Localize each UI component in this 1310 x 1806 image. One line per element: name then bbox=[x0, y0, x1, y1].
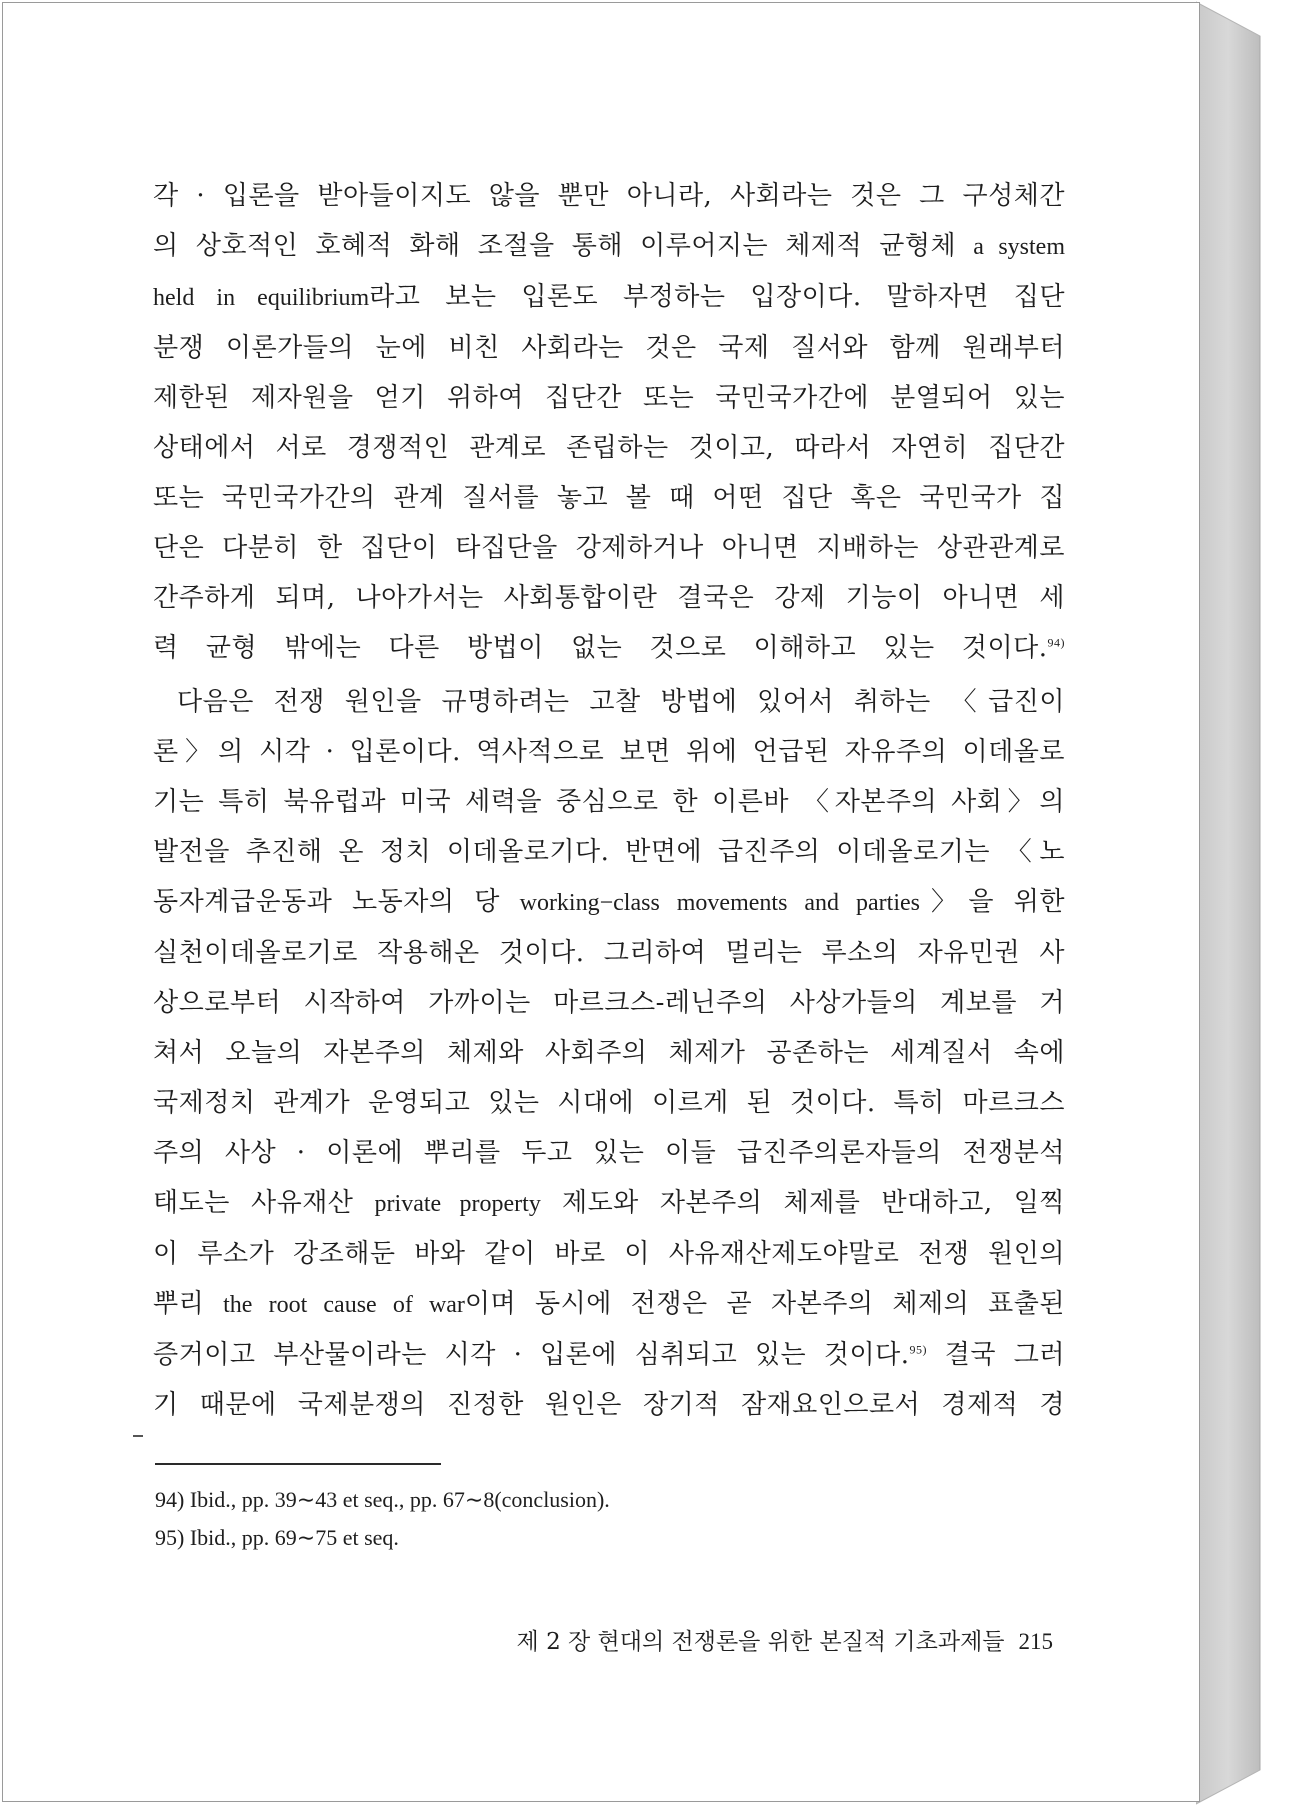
text-run: 력 균형 밖에는 다른 방법이 없는 것으로 이해하고 있는 것이다. bbox=[153, 633, 1048, 663]
body-text bbox=[153, 171, 1065, 1430]
text-line bbox=[153, 373, 1065, 423]
text-line bbox=[153, 1229, 1065, 1279]
text-run: 이며 동시에 전쟁은 곧 자본주의 체제의 표출된 bbox=[464, 1289, 1066, 1319]
text-line bbox=[153, 978, 1065, 1028]
text-run: 또는 국민국가간의 관계 질서를 놓고 볼 때 어떤 집단 혹은 국민국가 집 bbox=[153, 483, 1065, 513]
text-line bbox=[153, 727, 1065, 777]
text-run: 다음은 전쟁 원인을 규명하려는 고찰 방법에 있어서 취하는 〈급진이 bbox=[177, 687, 1065, 717]
paragraph-2 bbox=[153, 677, 1065, 1430]
footnote-rule bbox=[155, 1463, 441, 1465]
paragraph-1 bbox=[153, 171, 1065, 673]
text-run: 실천이데올로기로 작용해온 것이다. 그리하여 멀리는 루소의 자유민권 사 bbox=[153, 938, 1065, 968]
text-line bbox=[153, 827, 1065, 877]
text-line bbox=[153, 473, 1065, 523]
text-run: 증거이고 부산물이라는 시각 · 입론에 심취되고 있는 것이다. bbox=[153, 1340, 910, 1370]
text-run: 이 루소가 강조해둔 바와 같이 바로 이 사유재산제도야말로 전쟁 원인의 bbox=[153, 1239, 1065, 1269]
latin-term: the root cause of war bbox=[223, 1292, 465, 1318]
page-number: 215 bbox=[1018, 1629, 1053, 1654]
text-run: 발전을 추진해 온 정치 이데올로기다. 반면에 급진주의 이데올로기는 〈노 bbox=[153, 837, 1065, 867]
text-line bbox=[153, 323, 1065, 373]
text-run: 라고 보는 입론도 부정하는 입장이다. 말하자면 집단 bbox=[369, 282, 1065, 312]
running-footer bbox=[423, 1623, 1053, 1656]
text-run: 각 · 입론을 받아들이지도 않을 뿐만 아니라, 사회라는 것은 그 구성체간 bbox=[153, 181, 1065, 211]
text-line bbox=[153, 523, 1065, 573]
footnotes bbox=[155, 1481, 855, 1557]
text-run: 주의 사상 · 이론에 뿌리를 두고 있는 이들 급진주의론자들의 전쟁분석 bbox=[153, 1138, 1065, 1168]
text-run: 제한된 제자원을 얻기 위하여 집단간 또는 국민국가간에 분열되어 있는 bbox=[153, 383, 1065, 413]
text-run: 상으로부터 시작하여 가까이는 마르크스-레닌주의 사상가들의 계보를 거 bbox=[153, 988, 1065, 1018]
text-line bbox=[153, 1078, 1065, 1128]
text-line bbox=[153, 1279, 1065, 1330]
text-run: 결국 그러 bbox=[927, 1340, 1066, 1370]
text-run: 론〉의 시각 · 입론이다. 역사적으로 보면 위에 언급된 자유주의 이데올로 bbox=[153, 737, 1065, 767]
text-run: 기는 특히 북유럽과 미국 세력을 중심으로 한 이른바 〈자본주의 사회〉의 bbox=[153, 787, 1065, 817]
footnote-95: 95) Ibid., pp. 69∼75 et seq. bbox=[155, 1525, 399, 1550]
latin-term: a system bbox=[973, 234, 1065, 260]
footnote-94: 94) Ibid., pp. 39∼43 et seq., pp. 67∼8(conclusion). bbox=[155, 1487, 610, 1512]
text-run: 분쟁 이론가들의 눈에 비친 사회라는 것은 국제 질서와 함께 원래부터 bbox=[153, 333, 1065, 363]
text-run: 태도는 사유재산 bbox=[153, 1188, 375, 1218]
text-run: 의 상호적인 호혜적 화해 조절을 통해 이루어지는 체제적 균형체 bbox=[153, 231, 974, 261]
text-run: 상태에서 서로 경쟁적인 관계로 존립하는 것이고, 따라서 자연히 집단간 bbox=[153, 433, 1065, 463]
margin-mark bbox=[133, 1435, 143, 1437]
text-line bbox=[153, 928, 1065, 978]
latin-term: held in equilibrium bbox=[153, 285, 370, 311]
text-line bbox=[153, 1028, 1065, 1078]
text-run: 동자계급운동과 노동자의 당 bbox=[153, 887, 520, 917]
text-run: 기 때문에 국제분쟁의 진정한 원인은 장기적 잠재요인으로서 경제적 경 bbox=[153, 1390, 1065, 1420]
text-run: 쳐서 오늘의 자본주의 체제와 사회주의 체제가 공존하는 세계질서 속에 bbox=[153, 1038, 1065, 1068]
text-run: 뿌리 bbox=[153, 1289, 224, 1319]
book-page-edge bbox=[1196, 0, 1310, 1806]
footnote-ref: 94) bbox=[1047, 635, 1065, 650]
text-line bbox=[153, 777, 1065, 827]
latin-term: private property bbox=[374, 1191, 541, 1217]
text-run: 〉을 위한 bbox=[919, 887, 1066, 917]
text-run: 단은 다분히 한 집단이 타집단을 강제하거나 아니면 지배하는 상관관계로 bbox=[153, 533, 1065, 563]
text-line bbox=[153, 677, 1065, 727]
text-line bbox=[153, 171, 1065, 221]
text-run: 제도와 자본주의 체제를 반대하고, 일찍 bbox=[540, 1188, 1066, 1218]
text-line bbox=[153, 623, 1065, 673]
text-line bbox=[153, 423, 1065, 473]
footnote-ref: 95) bbox=[909, 1342, 928, 1357]
chapter-title: 제 2 장 현대의 전쟁론을 위한 본질적 기초과제들 bbox=[516, 1629, 1005, 1655]
text-line bbox=[153, 573, 1065, 623]
book-page bbox=[2, 2, 1200, 1802]
text-run: 국제정치 관계가 운영되고 있는 시대에 이르게 된 것이다. 특히 마르크스 bbox=[153, 1088, 1065, 1118]
text-line bbox=[153, 877, 1065, 928]
latin-term: working−class movements and parties bbox=[519, 890, 920, 916]
text-line bbox=[153, 1178, 1065, 1229]
text-run: 간주하게 되며, 나아가서는 사회통합이란 결국은 강제 기능이 아니면 세 bbox=[153, 583, 1065, 613]
text-line bbox=[153, 221, 1065, 272]
text-line bbox=[153, 1380, 1065, 1430]
text-line bbox=[153, 1330, 1065, 1380]
text-line bbox=[153, 272, 1065, 323]
text-line bbox=[153, 1128, 1065, 1178]
